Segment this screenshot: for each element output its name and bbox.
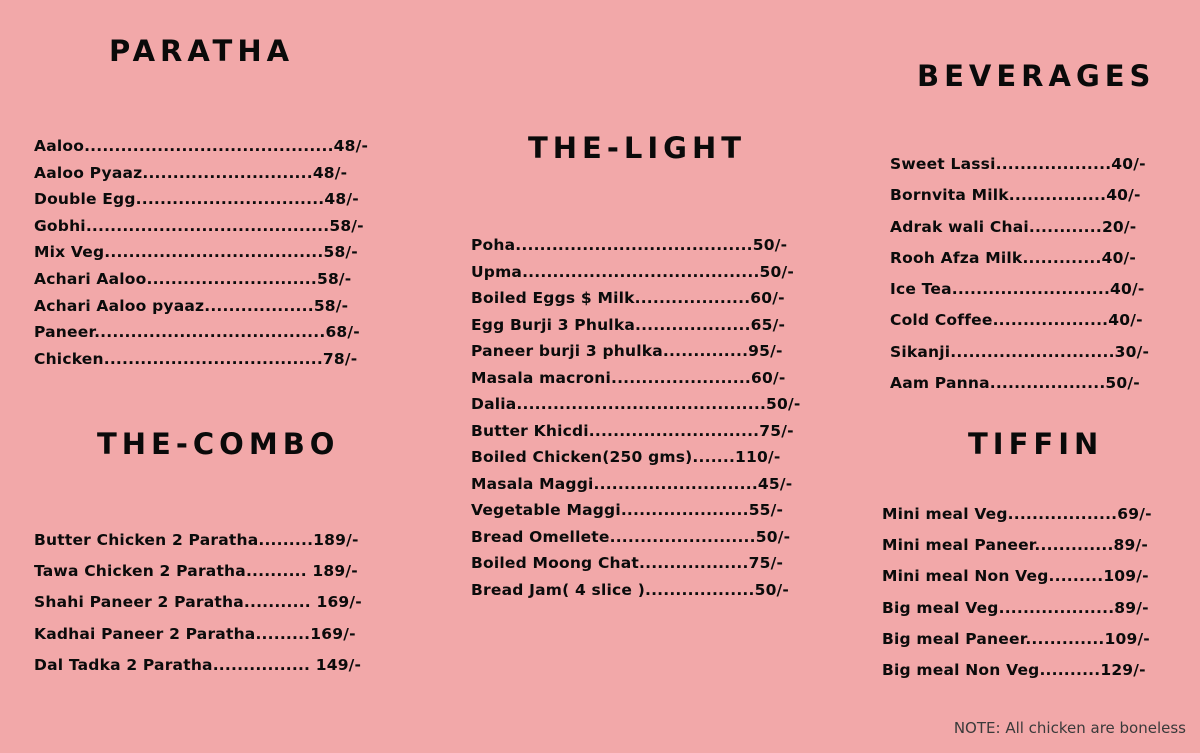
menu-item: Gobhi........................................58/- [34,216,364,235]
menu-item: Achari Aaloo pyaaz..................58/- [34,296,349,315]
menu-item: Ice Tea..........................40/- [890,280,1145,299]
menu-item: Shahi Paneer 2 Paratha........... 169/- [34,593,362,612]
menu-item: Paneer burji 3 phulka..............95/- [471,342,783,360]
menu-item: Vegetable Maggi.....................55/- [471,501,784,519]
menu-item: Masala macroni.......................60/- [471,368,786,387]
menu-item: Aaloo Pyaaz............................48/- [34,163,348,182]
menu-item: Kadhai Paneer 2 Paratha.........169/- [34,624,356,643]
menu-item: Butter Khicdi............................75/- [471,421,794,440]
combo-heading: THE-COMBO [97,427,340,461]
menu-item: Tawa Chicken 2 Paratha.......... 189/- [34,562,358,581]
menu-item: Butter Chicken 2 Paratha.........189/- [34,531,359,549]
menu-item: Big meal Paneer.............109/- [882,629,1150,648]
menu-item: Boiled Eggs $ Milk...................60/- [471,289,785,307]
menu-item: Bread Jam( 4 slice )..................50/- [471,580,790,599]
menu-item: Sikanji...........................30/- [890,342,1150,361]
menu-item: Mix Veg....................................58/- [34,243,358,262]
menu-item: Chicken....................................78/- [34,349,358,368]
tiffin-list [882,499,1152,686]
menu-item: Big meal Veg...................89/- [882,598,1149,617]
light-heading: THE-LIGHT [528,131,747,165]
menu-item: Dalia.........................................50/- [471,395,801,413]
paratha-list [34,133,368,372]
beverages-list [890,149,1149,399]
menu-item: Achari Aaloo............................58/- [34,269,352,288]
menu-item: Upma.......................................50/- [471,262,794,281]
menu-item: Dal Tadka 2 Paratha................ 149/- [34,655,362,674]
menu-item: Rooh Afza Milk.............40/- [890,248,1137,267]
beverages-heading: BEVERAGES [917,59,1156,93]
paratha-heading: PARATHA [109,34,295,68]
menu-item: Sweet Lassi...................40/- [890,155,1146,173]
menu-item: Poha.......................................50/- [471,236,788,254]
menu-item: Bornvita Milk................40/- [890,186,1141,205]
tiffin-heading: TIFFIN [968,427,1104,461]
menu-item: Masala Maggi...........................45/- [471,474,793,493]
menu-item: Mini meal Non Veg.........109/- [882,567,1149,586]
menu-item: Mini meal Veg..................69/- [882,505,1152,523]
menu-item: Double Egg...............................48/- [34,190,359,209]
menu-item: Mini meal Paneer.............89/- [882,536,1149,555]
menu-item: Boiled Moong Chat..................75/- [471,554,784,572]
menu-item: Aaloo.........................................48/- [34,137,369,155]
light-list [471,232,801,603]
menu-item: Egg Burji 3 Phulka...................65/- [471,315,786,334]
menu-item: Big meal Non Veg..........129/- [882,661,1146,680]
menu-item: Boiled Chicken(250 gms).......110/- [471,448,781,466]
menu-item: Bread Omellete........................50/- [471,527,791,546]
menu-item: Adrak wali Chai............20/- [890,217,1137,236]
menu-item: Cold Coffee...................40/- [890,311,1143,330]
menu-item: Aam Panna...................50/- [890,374,1140,393]
boneless-note: NOTE: All chicken are boneless [953,719,1186,737]
combo-list [34,525,362,681]
menu-item: Paneer......................................68/- [34,323,360,342]
